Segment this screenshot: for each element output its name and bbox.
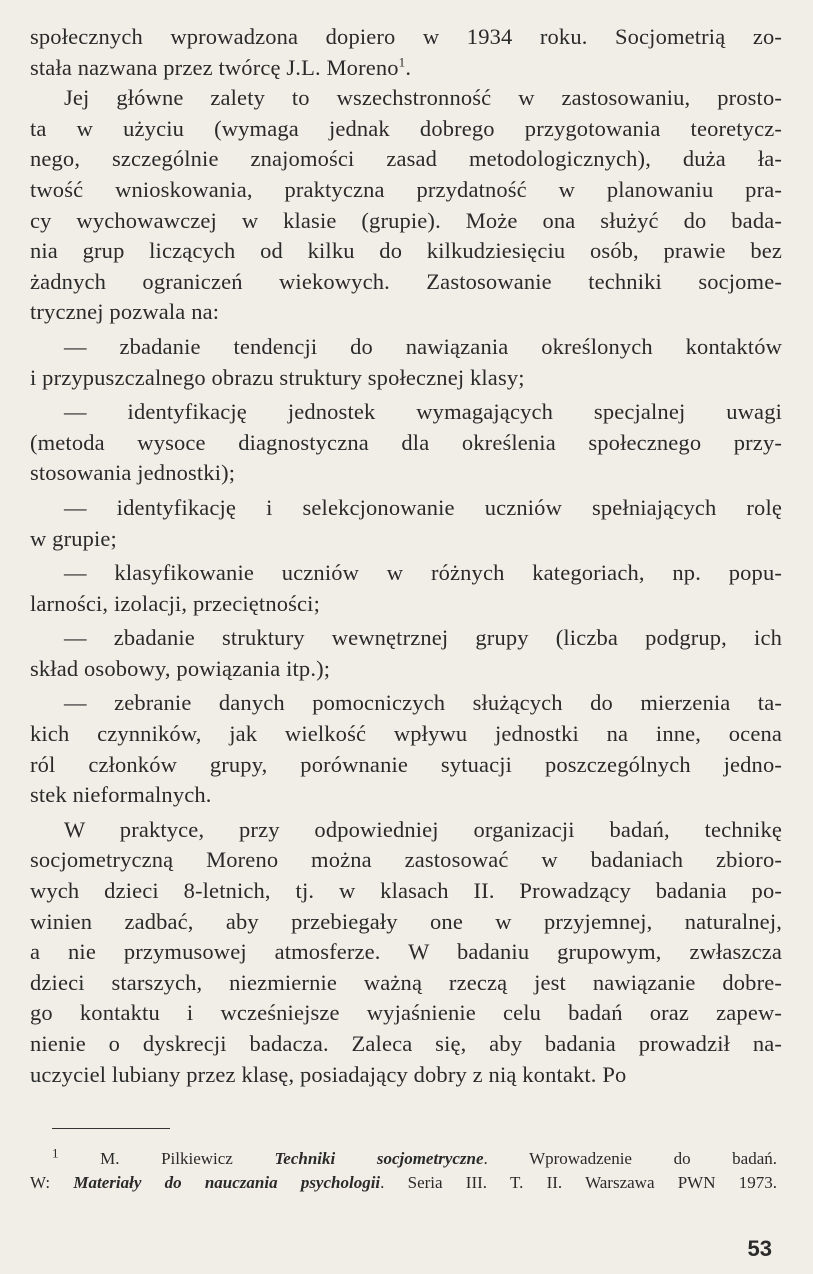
text-line: kich czynników, jak wielkość wpływu jednostki na inne, ocena xyxy=(30,721,782,747)
page-body xyxy=(30,22,782,1090)
text-line: w grupie; xyxy=(30,525,117,551)
footnote-line: $^1$ M. Pilkiewicz Techniki socjometryczne. Wprowadzenie do badań. xyxy=(52,1145,778,1168)
list-item-line: — zebranie danych pomocniczych służących do mierzenia ta- xyxy=(64,690,782,716)
text-line: larności, izolacji, przeciętności; xyxy=(30,590,320,616)
text-line: socjometryczną Moreno można zastosować w badaniach zbioro- xyxy=(30,847,782,873)
text-line: ról członków grupy, porównanie sytuacji poszczególnych jedno- xyxy=(30,751,782,777)
text-line: uczyciel lubiany przez klasę, posiadający dobry z nią kontakt. Po xyxy=(30,1061,627,1087)
text-line: stek nieformalnych. xyxy=(30,782,212,808)
text-line: społecznych wprowadzona dopiero w 1934 roku. Socjometrią zo- xyxy=(30,24,782,49)
footnote-divider xyxy=(52,1128,170,1129)
list-item-line: — zbadanie struktury wewnętrznej grupy (liczba podgrup, ich xyxy=(64,625,782,651)
text-line: nego, szczególnie znajomości zasad metodologicznych), duża ła- xyxy=(30,146,782,172)
text-line: nienie o dyskrecji badacza. Zaleca się, aby badania prowadził na- xyxy=(30,1031,782,1056)
text-line: cy wychowawczej w klasie (grupie). Może ona służyć do bada- xyxy=(30,207,782,233)
text-line: Jej główne zalety to wszechstronność w zastosowaniu, prosto- xyxy=(64,85,782,111)
text-line: skład osobowy, powiązania itp.); xyxy=(30,655,331,681)
text-line: W praktyce, przy odpowiedniej organizacji badań, technikę xyxy=(64,816,782,842)
list-item-line: — identyfikację i selekcjonowanie uczniów spełniających rolę xyxy=(64,494,782,520)
list-item-line: — klasyfikowanie uczniów w różnych kategoriach, np. popu- xyxy=(64,560,782,586)
text-line: go kontaktu i wcześniejsze wyjaśnienie celu badań oraz zapew- xyxy=(30,1000,782,1026)
text-line: i przypuszczalnego obrazu struktury społecznej klasy; xyxy=(30,364,525,390)
page-number: 53 xyxy=(747,1236,772,1261)
list-item-line: — zbadanie tendencji do nawiązania określonych kontaktów xyxy=(64,333,782,359)
footnote-marker: 1 xyxy=(52,1145,59,1161)
text-line: stała nazwana przez twórcę J.L. Moreno$^1$. xyxy=(30,54,412,80)
text-line: nia grup liczących od kilku do kilkudziesięciu osób, prawie bez xyxy=(30,238,782,264)
footnote-series-title: Materiały do nauczania psychologii xyxy=(73,1173,381,1192)
text-line: (metoda wysoce diagnostyczna dla określenia społecznego przy- xyxy=(30,429,782,455)
text-line: trycznej pozwala na: xyxy=(30,299,220,325)
text-line: winien zadbać, aby przebiegały one w przyjemnej, naturalnej, xyxy=(30,908,782,934)
text-line: a nie przymusowej atmosferze. W badaniu grupowym, zwłaszcza xyxy=(30,939,782,965)
text-line: żadnych ograniczeń wiekowych. Zastosowanie techniki socjome- xyxy=(30,268,782,294)
text-line: twość wnioskowania, praktyczna przydatność w planowaniu pra- xyxy=(30,176,782,202)
list-item-line: — identyfikację jednostek wymagających specjalnej uwagi xyxy=(64,399,782,425)
footnote-title: Techniki socjometryczne xyxy=(274,1149,484,1168)
footnote-reference: 1 xyxy=(398,54,406,70)
text-line: ta w użyciu (wymaga jednak dobrego przygotowania teoretycz- xyxy=(30,115,782,141)
text-line: stosowania jednostki); xyxy=(30,460,236,486)
text-line: dzieci starszych, niezmiernie ważną rzeczą jest nawiązanie dobre- xyxy=(30,969,782,995)
footnote-line: W: Materiały do nauczania psychologii. Seria III. T. II. Warszawa PWN 1973. xyxy=(30,1173,777,1192)
text-line: wych dzieci 8-letnich, tj. w klasach II. Prowadzący badania po- xyxy=(30,878,782,904)
